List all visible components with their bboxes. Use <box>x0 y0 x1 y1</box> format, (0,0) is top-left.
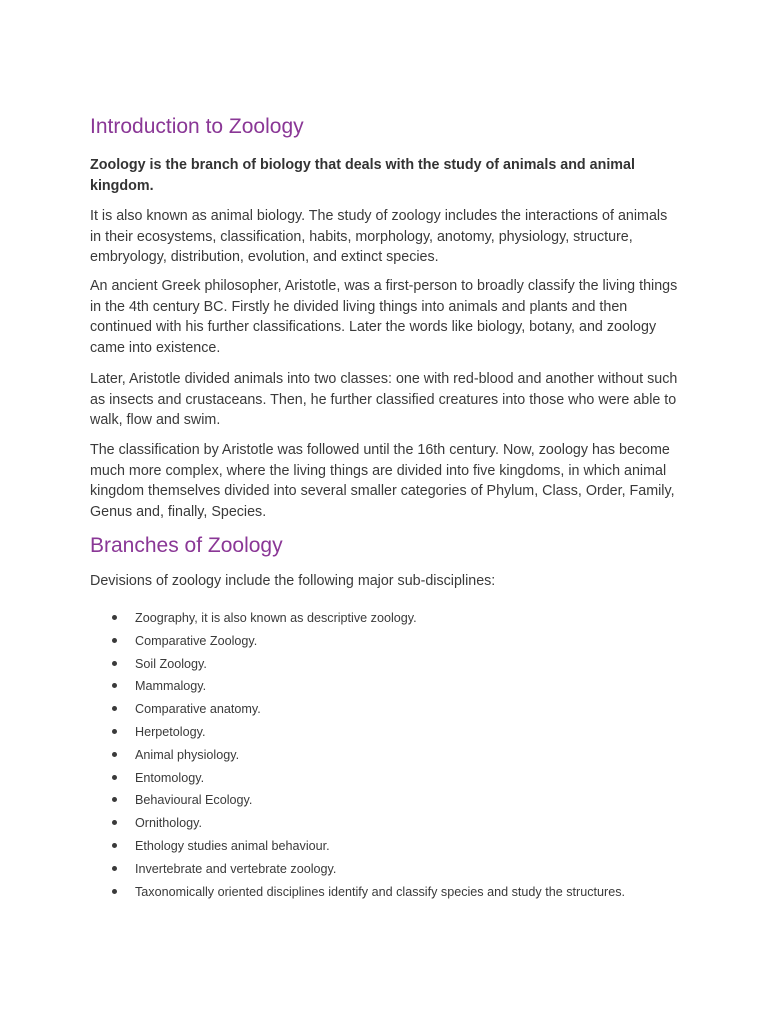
lead-paragraph: Zoology is the branch of biology that deals with the study of animals and animal kingdom. <box>90 157 635 194</box>
list-item <box>90 882 690 905</box>
bullet-icon <box>112 661 117 666</box>
list-item-text: Zoography, it is also known as descriptive zoology. <box>135 611 417 625</box>
bullet-icon <box>112 729 117 734</box>
section-heading-branches: Branches of Zoology <box>90 534 283 557</box>
list-item-text: Comparative anatomy. <box>135 702 261 717</box>
list-item-text: Herpetology. <box>135 724 206 739</box>
paragraph-modern-classification: The classification by Aristotle was followed until the 16th century. Now, zoology has become much more complex, where the living things are divided into five kingdoms, in which animal kingdom themselves divided into several smaller categories of Phylum, Class, Order, Family, Genus and, finally, Species. <box>90 442 675 520</box>
list-item <box>90 836 690 859</box>
list-item <box>90 654 690 677</box>
bullet-icon <box>112 797 117 802</box>
list-item-text: Mammalogy. <box>135 679 207 694</box>
list-item <box>90 768 690 791</box>
list-item-text: Ethology studies animal behaviour. <box>135 838 330 853</box>
list-item <box>90 790 690 813</box>
bullet-icon <box>112 615 117 620</box>
section-heading-introduction: Introduction to Zoology <box>90 115 304 138</box>
branches-intro: Devisions of zoology include the following major sub-disciplines: <box>90 573 496 589</box>
list-item-text: Invertebrate and vertebrate zoology. <box>135 861 337 876</box>
branches-list <box>90 608 690 904</box>
bullet-icon <box>112 843 117 848</box>
bullet-icon <box>112 866 117 871</box>
list-item <box>90 676 690 699</box>
list-item <box>90 813 690 836</box>
paragraph-animal-biology: It is also known as animal biology. The study of zoology includes the interactions of animals in their ecosystems, classification, habits, morphology, anotomy, physiology, structure, embryology, distribution, evolution, and extinct species. <box>90 208 668 265</box>
bullet-icon <box>112 683 117 688</box>
list-item <box>90 631 690 654</box>
list-item-text: Ornithology. <box>135 816 202 831</box>
list-item <box>90 608 690 631</box>
list-item-text: Soil Zoology. <box>135 656 207 671</box>
list-item <box>90 699 690 722</box>
list-item-text: Animal physiology. <box>135 747 240 762</box>
paragraph-animal-classes: Later, Aristotle divided animals into two classes: one with red-blood and another without such as insects and crustaceans. Then, he further classified creatures into those who were able to walk, flow and swim. <box>90 371 678 428</box>
list-item <box>90 722 690 745</box>
bullet-icon <box>112 706 117 711</box>
list-item-text: Behavioural Ecology. <box>135 793 253 808</box>
bullet-icon <box>112 889 117 894</box>
bullet-icon <box>112 775 117 780</box>
bullet-icon <box>112 752 117 757</box>
list-item-text: Comparative Zoology. <box>135 633 258 648</box>
list-item-text: Taxonomically oriented disciplines identify and classify species and study the structures. <box>135 884 625 899</box>
list-item <box>90 745 690 768</box>
bullet-icon <box>112 638 117 643</box>
bullet-icon <box>112 820 117 825</box>
paragraph-aristotle-classification: An ancient Greek philosopher, Aristotle, was a first-person to broadly classify the living things in the 4th century BC. Firstly he divided living things into animals and plants and then continued with his further classifications. Later the words like biology, botany, and zoology came into existence. <box>90 278 678 356</box>
list-item-text: Entomology. <box>135 770 205 785</box>
list-item <box>90 859 690 882</box>
